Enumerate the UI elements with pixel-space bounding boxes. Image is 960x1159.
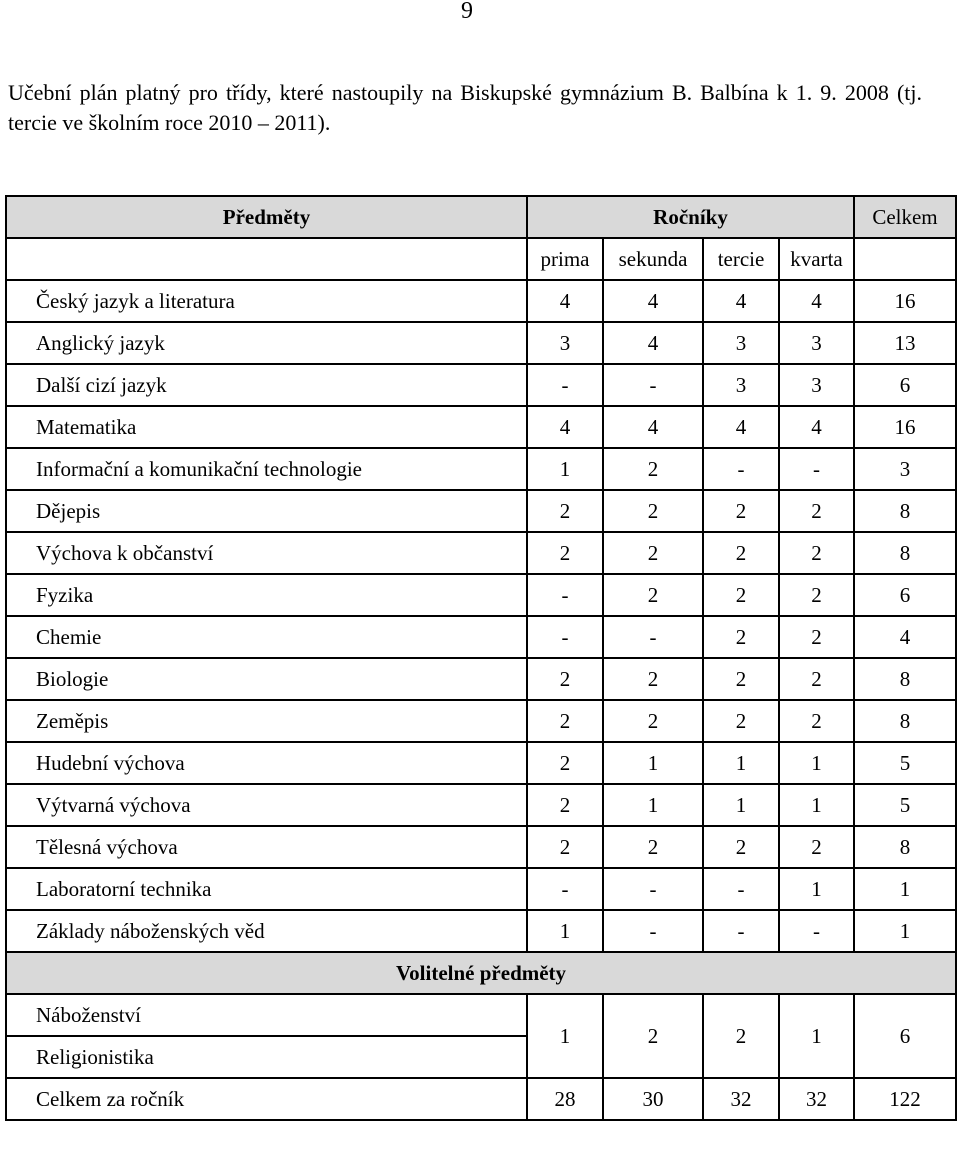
hours-prima: - (527, 364, 603, 406)
hours-prima: 2 (527, 784, 603, 826)
hours-kvarta: 2 (779, 616, 854, 658)
hours-total: 1 (854, 868, 956, 910)
hours-total: 1 (854, 910, 956, 952)
table-row (6, 406, 956, 448)
hours-total: 8 (854, 826, 956, 868)
hours-sekunda: - (603, 910, 703, 952)
header-total: Celkem (854, 196, 956, 238)
table-row (6, 742, 956, 784)
hours-prima: 3 (527, 322, 603, 364)
subject-name: Fyzika (6, 574, 527, 616)
hours-tercie: 4 (703, 406, 779, 448)
table-row (6, 784, 956, 826)
hours-prima: 2 (527, 658, 603, 700)
totals-label: Celkem za ročník (6, 1078, 527, 1120)
elective-header-row (6, 952, 956, 994)
elective-value-kvarta: 1 (779, 994, 854, 1078)
hours-sekunda: 2 (603, 700, 703, 742)
hours-kvarta: - (779, 448, 854, 490)
hours-prima: 2 (527, 532, 603, 574)
hours-tercie: - (703, 910, 779, 952)
years-row (6, 238, 956, 280)
hours-total: 8 (854, 700, 956, 742)
header-years: Ročníky (527, 196, 854, 238)
hours-total: 13 (854, 322, 956, 364)
hours-tercie: 4 (703, 280, 779, 322)
hours-kvarta: 2 (779, 700, 854, 742)
header-subjects: Předměty (6, 196, 527, 238)
hours-total: 6 (854, 364, 956, 406)
hours-total: 5 (854, 742, 956, 784)
year-prima: prima (527, 238, 603, 280)
elective-header: Volitelné předměty (6, 952, 956, 994)
table-row (6, 826, 956, 868)
hours-total: 3 (854, 448, 956, 490)
hours-tercie: 2 (703, 658, 779, 700)
totals-sekunda: 30 (603, 1078, 703, 1120)
table-row (6, 448, 956, 490)
table-row (6, 658, 956, 700)
hours-total: 16 (854, 280, 956, 322)
subject-name: Základy náboženských věd (6, 910, 527, 952)
hours-sekunda: - (603, 868, 703, 910)
table-row (6, 616, 956, 658)
hours-prima: 1 (527, 910, 603, 952)
hours-sekunda: 1 (603, 742, 703, 784)
subject-name: Laboratorní technika (6, 868, 527, 910)
table-row (6, 490, 956, 532)
hours-kvarta: 1 (779, 784, 854, 826)
hours-sekunda: 4 (603, 280, 703, 322)
table-row (6, 910, 956, 952)
elective-value-sekunda: 2 (603, 994, 703, 1078)
hours-tercie: 3 (703, 322, 779, 364)
hours-total: 6 (854, 574, 956, 616)
hours-tercie: 1 (703, 742, 779, 784)
hours-tercie: - (703, 868, 779, 910)
hours-prima: 2 (527, 700, 603, 742)
totals-row (6, 1078, 956, 1120)
hours-kvarta: 3 (779, 364, 854, 406)
subject-name: Český jazyk a literatura (6, 280, 527, 322)
hours-prima: 4 (527, 406, 603, 448)
subject-name: Výtvarná výchova (6, 784, 527, 826)
table-row (6, 364, 956, 406)
subject-name: Hudební výchova (6, 742, 527, 784)
table-row (6, 322, 956, 364)
table-row (6, 868, 956, 910)
totals-grand: 122 (854, 1078, 956, 1120)
totals-prima: 28 (527, 1078, 603, 1120)
hours-sekunda: 2 (603, 490, 703, 532)
hours-kvarta: 1 (779, 742, 854, 784)
subject-name: Tělesná výchova (6, 826, 527, 868)
hours-sekunda: 4 (603, 322, 703, 364)
hours-sekunda: 4 (603, 406, 703, 448)
table-row (6, 574, 956, 616)
table-row (6, 700, 956, 742)
hours-tercie: 2 (703, 700, 779, 742)
hours-sekunda: 2 (603, 448, 703, 490)
hours-kvarta: - (779, 910, 854, 952)
subject-name: Dějepis (6, 490, 527, 532)
hours-tercie: 2 (703, 532, 779, 574)
hours-prima: - (527, 616, 603, 658)
years-row-empty-total (854, 238, 956, 280)
hours-kvarta: 2 (779, 658, 854, 700)
elective-row-1 (6, 994, 956, 1036)
elective-total: 6 (854, 994, 956, 1078)
hours-kvarta: 2 (779, 490, 854, 532)
subject-name: Matematika (6, 406, 527, 448)
subject-name: Chemie (6, 616, 527, 658)
hours-tercie: 3 (703, 364, 779, 406)
elective-value-tercie: 2 (703, 994, 779, 1078)
elective-value-prima: 1 (527, 994, 603, 1078)
hours-kvarta: 2 (779, 826, 854, 868)
year-sekunda: sekunda (603, 238, 703, 280)
hours-tercie: - (703, 448, 779, 490)
hours-total: 5 (854, 784, 956, 826)
hours-sekunda: 1 (603, 784, 703, 826)
hours-prima: - (527, 574, 603, 616)
hours-total: 8 (854, 490, 956, 532)
elective-subject-2: Religionistika (6, 1036, 527, 1078)
hours-tercie: 2 (703, 490, 779, 532)
totals-tercie: 32 (703, 1078, 779, 1120)
hours-sekunda: - (603, 616, 703, 658)
hours-prima: 4 (527, 280, 603, 322)
hours-kvarta: 2 (779, 574, 854, 616)
hours-prima: - (527, 868, 603, 910)
elective-subject-1: Náboženství (6, 994, 527, 1036)
subject-name: Další cizí jazyk (6, 364, 527, 406)
hours-tercie: 2 (703, 574, 779, 616)
hours-kvarta: 4 (779, 280, 854, 322)
intro-paragraph: Učební plán platný pro třídy, které nastoupily na Biskupské gymnázium B. Balbína k 1. 9. 2008 (tj. tercie ve školním roce 2010 – 2011). (8, 80, 922, 135)
years-row-empty (6, 238, 527, 280)
hours-kvarta: 4 (779, 406, 854, 448)
subject-name: Biologie (6, 658, 527, 700)
hours-prima: 2 (527, 490, 603, 532)
subject-name: Anglický jazyk (6, 322, 527, 364)
subject-name: Zeměpis (6, 700, 527, 742)
subject-name: Výchova k občanství (6, 532, 527, 574)
hours-total: 8 (854, 658, 956, 700)
hours-sekunda: 2 (603, 826, 703, 868)
hours-sekunda: 2 (603, 532, 703, 574)
totals-kvarta: 32 (779, 1078, 854, 1120)
hours-kvarta: 2 (779, 532, 854, 574)
year-kvarta: kvarta (779, 238, 854, 280)
hours-tercie: 2 (703, 826, 779, 868)
table-row (6, 532, 956, 574)
hours-tercie: 1 (703, 784, 779, 826)
table-row (6, 280, 956, 322)
hours-sekunda: 2 (603, 574, 703, 616)
hours-prima: 1 (527, 448, 603, 490)
table-header-row (6, 196, 956, 238)
hours-prima: 2 (527, 742, 603, 784)
hours-prima: 2 (527, 826, 603, 868)
hours-tercie: 2 (703, 616, 779, 658)
page-number: 9 (461, 0, 473, 24)
hours-sekunda: 2 (603, 658, 703, 700)
hours-sekunda: - (603, 364, 703, 406)
hours-kvarta: 1 (779, 868, 854, 910)
hours-total: 8 (854, 532, 956, 574)
hours-total: 4 (854, 616, 956, 658)
curriculum-table (5, 195, 957, 1121)
subject-name: Informační a komunikační technologie (6, 448, 527, 490)
year-tercie: tercie (703, 238, 779, 280)
hours-kvarta: 3 (779, 322, 854, 364)
hours-total: 16 (854, 406, 956, 448)
